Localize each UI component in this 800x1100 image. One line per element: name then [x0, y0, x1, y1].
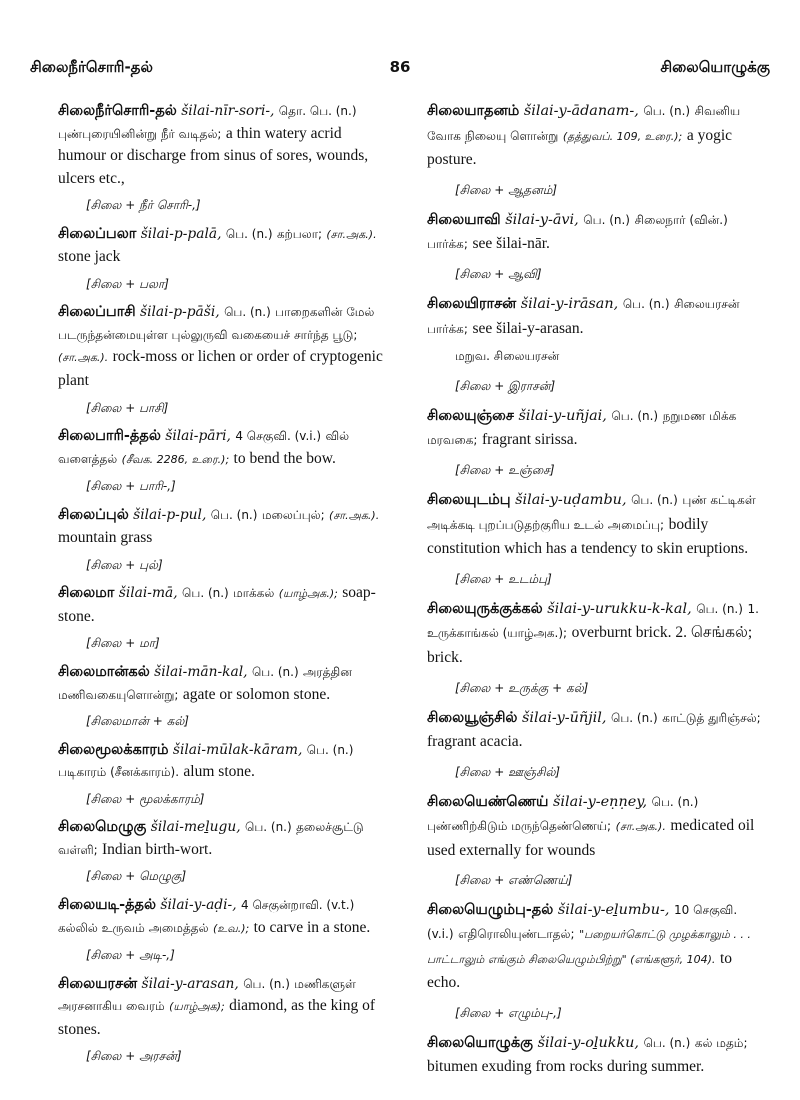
- entry-english-definition: agate or solomon stone.: [182, 685, 331, 703]
- entry-tamil-definition: சிலைநார் (வின்.) பார்க்க;: [427, 212, 728, 252]
- entry-transliteration: šilai-meḻugu,: [150, 819, 241, 836]
- entry-transliteration: šilai-y-urukku-k-kal,: [547, 600, 692, 617]
- entry-body: [427, 100, 763, 173]
- entry-transliteration: šilai-y-eṇṇey,: [553, 793, 648, 810]
- entry-headword: சிலைமூலக்காரம்: [58, 741, 169, 758]
- entry-source: (தத்துவப். 109, உரை.);: [562, 129, 683, 143]
- entry-etymology: [சிலை + உருக்கு + கல்]: [455, 680, 589, 695]
- entry-headword: சிலையரசன்: [58, 975, 138, 992]
- entry-tamil-definition: படிகாரம் (சீனக்காரம்).: [58, 765, 180, 780]
- dictionary-entry: [427, 791, 763, 895]
- entry-english-definition: to bend the bow.: [233, 449, 336, 467]
- entry-headword: சிலைப்புல்: [58, 506, 129, 523]
- entry-source: (உவ.);: [212, 921, 250, 935]
- entry-etymology: [சிலை + ஆவி]: [455, 266, 542, 281]
- entry-english-definition: see šilai-y-arasan.: [472, 319, 584, 337]
- entry-headword: சிலைமான்கல்: [58, 664, 150, 681]
- entry-grammar: பெ. (n.): [182, 586, 229, 601]
- entry-headword: சிலையாதனம்: [427, 103, 520, 119]
- entry-english-definition: to carve in a stone.: [253, 918, 371, 936]
- entry-tamil-definition: மணிகளுள் அரசனாகிய வைரம்: [58, 976, 356, 1014]
- entry-etymology: [சிலை + ஊஞ்சில்]: [455, 764, 561, 779]
- entry-headword: சிலைபாரி-த்தல்: [58, 428, 161, 445]
- entry-grammar: பெ. (n.): [696, 601, 743, 616]
- entry-grammar: பெ. (n.): [643, 104, 691, 118]
- entry-grammar: 4 செகுன்றாவி. (v.t.): [241, 897, 355, 912]
- dictionary-entry: [427, 293, 763, 400]
- entry-tamil-definition: காட்டுத் துரிஞ்சல்;: [662, 710, 761, 725]
- dictionary-entry: [58, 973, 392, 1069]
- entry-tamil-definition: எதிரொலியுண்டாதல்;: [458, 927, 575, 942]
- entry-tamil-definition: சிவனிய வோக நிலையு ளொன்று: [427, 104, 741, 143]
- entry-grammar: பெ. (n.): [583, 212, 630, 227]
- entry-body: [427, 707, 763, 755]
- entry-english-definition: to echo.: [427, 949, 733, 992]
- entry-english-definition: a yogic posture.: [427, 126, 733, 169]
- entry-grammar: பெ. (n.): [245, 820, 292, 835]
- entry-grammar: பெ. (n.): [251, 665, 299, 680]
- entry-body: [58, 301, 392, 392]
- entry-transliteration: šilai-y-aḍi-,: [160, 896, 237, 913]
- entry-headword: சிலையாவி: [427, 211, 501, 228]
- entry-grammar: பெ. (n.): [243, 976, 290, 991]
- entry-headword: சிலைப்பாசி: [58, 304, 136, 321]
- entry-body: [427, 489, 763, 562]
- entry-etymology: [சிலை + மெழுகு]: [86, 869, 187, 884]
- entry-transliteration: šilai-y-uḍambu,: [515, 491, 627, 508]
- entry-transliteration: šilai-p-pāši,: [140, 304, 220, 321]
- entry-body: [427, 598, 763, 671]
- entry-tamil-definition: வில் வளைத்தல்: [58, 429, 350, 466]
- entry-headword: சிலைநீர்சொரி-தல்: [58, 103, 177, 119]
- entry-english-definition: stone jack: [58, 248, 121, 266]
- entry-grammar: தொ. பெ. (n.): [278, 104, 357, 118]
- entry-transliteration: šilai-y-uñjai,: [518, 407, 607, 424]
- entry-transliteration: šilai-y-eḻumbu-,: [557, 902, 670, 919]
- entry-source: (யாழ்அக);: [169, 1000, 225, 1014]
- entry-etymology: [சிலை + பலா]: [86, 276, 169, 291]
- dictionary-entry: [427, 899, 763, 1026]
- dictionary-entry: [58, 739, 392, 812]
- dictionary-entry: [427, 1032, 763, 1080]
- entry-tamil-definition: புண் கட்டிகள் அடிக்கடி புறப்படுதற்குரிய உடல் அமைப்பு;: [427, 492, 756, 532]
- running-head-left: சிலைநீர்சொரி-தல்: [30, 58, 153, 76]
- entry-english-definition: rock-moss or lichen or order of cryptogenic plant: [58, 348, 383, 390]
- entry-body: [427, 791, 763, 864]
- entry-grammar: பெ. (n.): [224, 305, 271, 320]
- entry-english-definition: mountain grass: [58, 529, 153, 547]
- entry-english-definition: alum stone.: [183, 763, 255, 781]
- page-number: 86: [389, 58, 411, 76]
- entry-transliteration: šilai-y-irāsan,: [520, 295, 619, 312]
- entry-body: [58, 894, 392, 940]
- entry-english-definition: bitumen exuding from rocks during summer.: [427, 1058, 705, 1076]
- entry-synonym: மறுவ. சிலையரசன்: [455, 349, 560, 364]
- entry-body: [58, 425, 392, 471]
- entry-headword: சிலையொழுக்கு: [427, 1034, 533, 1051]
- entry-english-definition: soap-stone.: [58, 584, 376, 625]
- entry-tamil-definition: தலைச்சூட்டு வள்ளி;: [58, 820, 364, 857]
- entry-english-definition: a thin watery acrid humour or discharge from sinus of sores, wounds, ulcers etc.,: [58, 124, 369, 187]
- entry-source: "பறையர்கொட்டு முழக்காலும் . . . பாட்டாலும் எங்கும் சிலையெழும்பிற்று" (எங்களூர், 104).: [427, 928, 751, 966]
- entry-tamil-definition: கற்பலா;: [276, 226, 322, 241]
- entry-headword: சிலைப்பலா: [58, 225, 137, 242]
- entry-headword: சிலையிராசன்: [427, 295, 517, 312]
- entry-grammar: 4 செகுவி. (v.i.): [235, 429, 322, 444]
- entry-grammar: பெ. (n.): [225, 226, 273, 241]
- entry-headword: சிலையூஞ்சில்: [427, 709, 518, 726]
- entry-transliteration: šilai-nīr-sori-,: [181, 103, 275, 119]
- entry-body: [427, 209, 763, 257]
- entry-etymology: [சிலை + நீர் சொரி-,]: [86, 198, 201, 213]
- entry-tamil-definition: கல்லில் உருவம் அமைத்தல்: [58, 920, 209, 935]
- entry-transliteration: šilai-mā,: [118, 585, 178, 602]
- entry-body: [58, 100, 392, 190]
- entry-source: (சீவக. 2286, உரை.);: [121, 452, 230, 466]
- entry-english-definition: overburnt brick. 2. செங்கல்; brick.: [427, 624, 753, 666]
- entry-transliteration: šilai-mān-kal,: [154, 664, 248, 681]
- entry-transliteration: šilai-y-ādanam-,: [523, 103, 639, 119]
- entry-body: [58, 661, 392, 706]
- entry-tamil-definition: புண்ணிற்கிடும் மருந்தெண்ணெய்;: [427, 819, 612, 834]
- entry-etymology: [சிலை + இராசன்]: [455, 378, 556, 393]
- entry-body: [58, 582, 392, 628]
- right-column: [427, 100, 763, 1085]
- entry-transliteration: šilai-p-pul,: [133, 506, 207, 523]
- entry-tamil-definition: நறுமண மிக்க மரவகை;: [427, 408, 737, 448]
- entry-body: [58, 973, 392, 1042]
- entry-etymology: [சிலைமான் + கல்]: [86, 714, 189, 729]
- entry-english-definition: bodily constitution which has a tendency to skin eruptions.: [427, 515, 749, 558]
- entry-source: (சா.அக.).: [615, 820, 666, 834]
- entry-body: [427, 899, 763, 995]
- entry-english-definition: Indian birth-wort.: [102, 840, 213, 858]
- dictionary-entry: [58, 301, 392, 420]
- entry-headword: சிலையுருக்குக்கல்: [427, 600, 543, 617]
- entry-headword: சிலையுஞ்சை: [427, 407, 514, 424]
- entry-transliteration: šilai-y-āvi,: [505, 211, 579, 228]
- entry-etymology: [சிலை + ஆதனம்]: [455, 182, 558, 197]
- entry-body: [58, 816, 392, 861]
- dictionary-entry: [427, 489, 763, 593]
- entry-transliteration: šilai-y-oḻukku,: [537, 1034, 640, 1051]
- entry-etymology: [சிலை + மா]: [86, 636, 160, 651]
- entry-headword: சிலையெண்ணெய்: [427, 793, 549, 810]
- entry-body: [58, 739, 392, 784]
- entry-headword: சிலையெழும்பு-தல்: [427, 902, 554, 919]
- entry-grammar: பெ. (n.): [622, 296, 670, 311]
- entry-grammar: பெ. (n.): [643, 1035, 691, 1050]
- entry-tamil-definition: மாக்கல்: [233, 586, 275, 601]
- entry-body: [427, 293, 763, 341]
- entry-transliteration: šilai-p-palā,: [140, 225, 222, 242]
- entry-transliteration: šilai-pāri,: [165, 428, 231, 445]
- entry-etymology: [சிலை + பாரி-,]: [86, 479, 176, 494]
- entry-grammar: பெ. (n.): [611, 710, 658, 725]
- entry-tamil-definition: அரத்தின மணிவகையுளொன்று;: [58, 665, 352, 702]
- left-column: [58, 100, 392, 1074]
- dictionary-entry: [58, 504, 392, 578]
- entry-headword: சிலையடி-த்தல்: [58, 896, 157, 913]
- dictionary-entry: [58, 816, 392, 889]
- entry-etymology: [சிலை + மூலக்காரம்]: [86, 791, 205, 806]
- running-head: [30, 58, 770, 82]
- entry-english-definition: medicated oil used externally for wounds: [427, 817, 755, 859]
- entry-grammar: பெ. (n.): [611, 408, 659, 423]
- dictionary-entry: [58, 223, 392, 297]
- entry-etymology: [சிலை + பாசி]: [86, 400, 169, 415]
- dictionary-entry: [427, 100, 763, 204]
- dictionary-entry: [58, 582, 392, 656]
- entry-etymology: [சிலை + உஞ்சை]: [455, 462, 555, 477]
- entry-headword: சிலைமெழுகு: [58, 819, 147, 836]
- entry-etymology: [சிலை + எழும்பு-,]: [455, 1005, 562, 1020]
- entry-transliteration: šilai-mūlak-kāram,: [172, 741, 303, 758]
- entry-grammar: பெ. (n.): [306, 742, 354, 757]
- entry-body: [427, 1032, 763, 1080]
- entry-transliteration: šilai-y-arasan,: [141, 975, 239, 992]
- entry-etymology: [சிலை + புல்]: [86, 557, 163, 572]
- entry-source: (சா.அக.).: [58, 351, 109, 365]
- entry-english-definition: diamond, as the king of stones.: [58, 997, 376, 1038]
- dictionary-entry: [427, 707, 763, 786]
- entry-english-definition: fragrant acacia.: [427, 733, 523, 751]
- entry-etymology: [சிலை + அடி-,]: [86, 948, 175, 963]
- entry-tamil-definition: பாறைகளின் மேல் படருந்தன்மையுள்ள புல்லுருவி வகையைச் சார்ந்த பூடு;: [58, 305, 375, 342]
- entry-tamil-definition: மலைப்புல்;: [261, 507, 325, 522]
- entry-grammar: பெ. (n.): [210, 507, 258, 522]
- entry-source: (யாழ்அக.);: [278, 587, 338, 601]
- entry-grammar: 10 செகுவி. (v.i.): [427, 903, 738, 942]
- entry-tamil-definition: சிலையரசன் பார்க்க;: [427, 296, 740, 336]
- entry-grammar: பெ. (n.): [631, 492, 678, 507]
- dictionary-entry: [427, 209, 763, 288]
- entry-tamil-definition: 1. உருக்காங்கல் (யாழ்அக.);: [427, 601, 759, 641]
- entry-etymology: [சிலை + எண்ணெய்]: [455, 873, 573, 888]
- dictionary-entry: [58, 425, 392, 499]
- entry-etymology: [சிலை + அரசன்]: [86, 1049, 182, 1064]
- running-head-right: சிலையொழுக்கு: [660, 58, 770, 76]
- entry-etymology: [சிலை + உடம்பு]: [455, 571, 552, 586]
- entry-headword: சிலைமா: [58, 585, 115, 602]
- dictionary-entry: [58, 661, 392, 734]
- entry-body: [427, 405, 763, 453]
- dictionary-entry: [427, 405, 763, 484]
- entry-english-definition: fragrant sirissa.: [482, 431, 578, 449]
- entry-headword: சிலையுடம்பு: [427, 491, 511, 508]
- entry-tamil-definition: புண்புரையினின்று நீர் வடிதல்;: [58, 126, 222, 141]
- entry-source: (சா.அக.).: [326, 227, 377, 241]
- entry-english-definition: see šilai-nār.: [472, 235, 550, 253]
- entry-source: (சா.அக.).: [329, 508, 380, 522]
- entry-body: [58, 504, 392, 550]
- entry-tamil-definition: கல் மதம்;: [694, 1035, 748, 1050]
- dictionary-entry: [427, 598, 763, 702]
- dictionary-entry: [58, 100, 392, 218]
- entry-grammar: பெ. (n.): [651, 794, 699, 809]
- dictionary-entry: [58, 894, 392, 968]
- entry-transliteration: šilai-y-ūñjil,: [522, 709, 607, 726]
- entry-body: [58, 223, 392, 269]
